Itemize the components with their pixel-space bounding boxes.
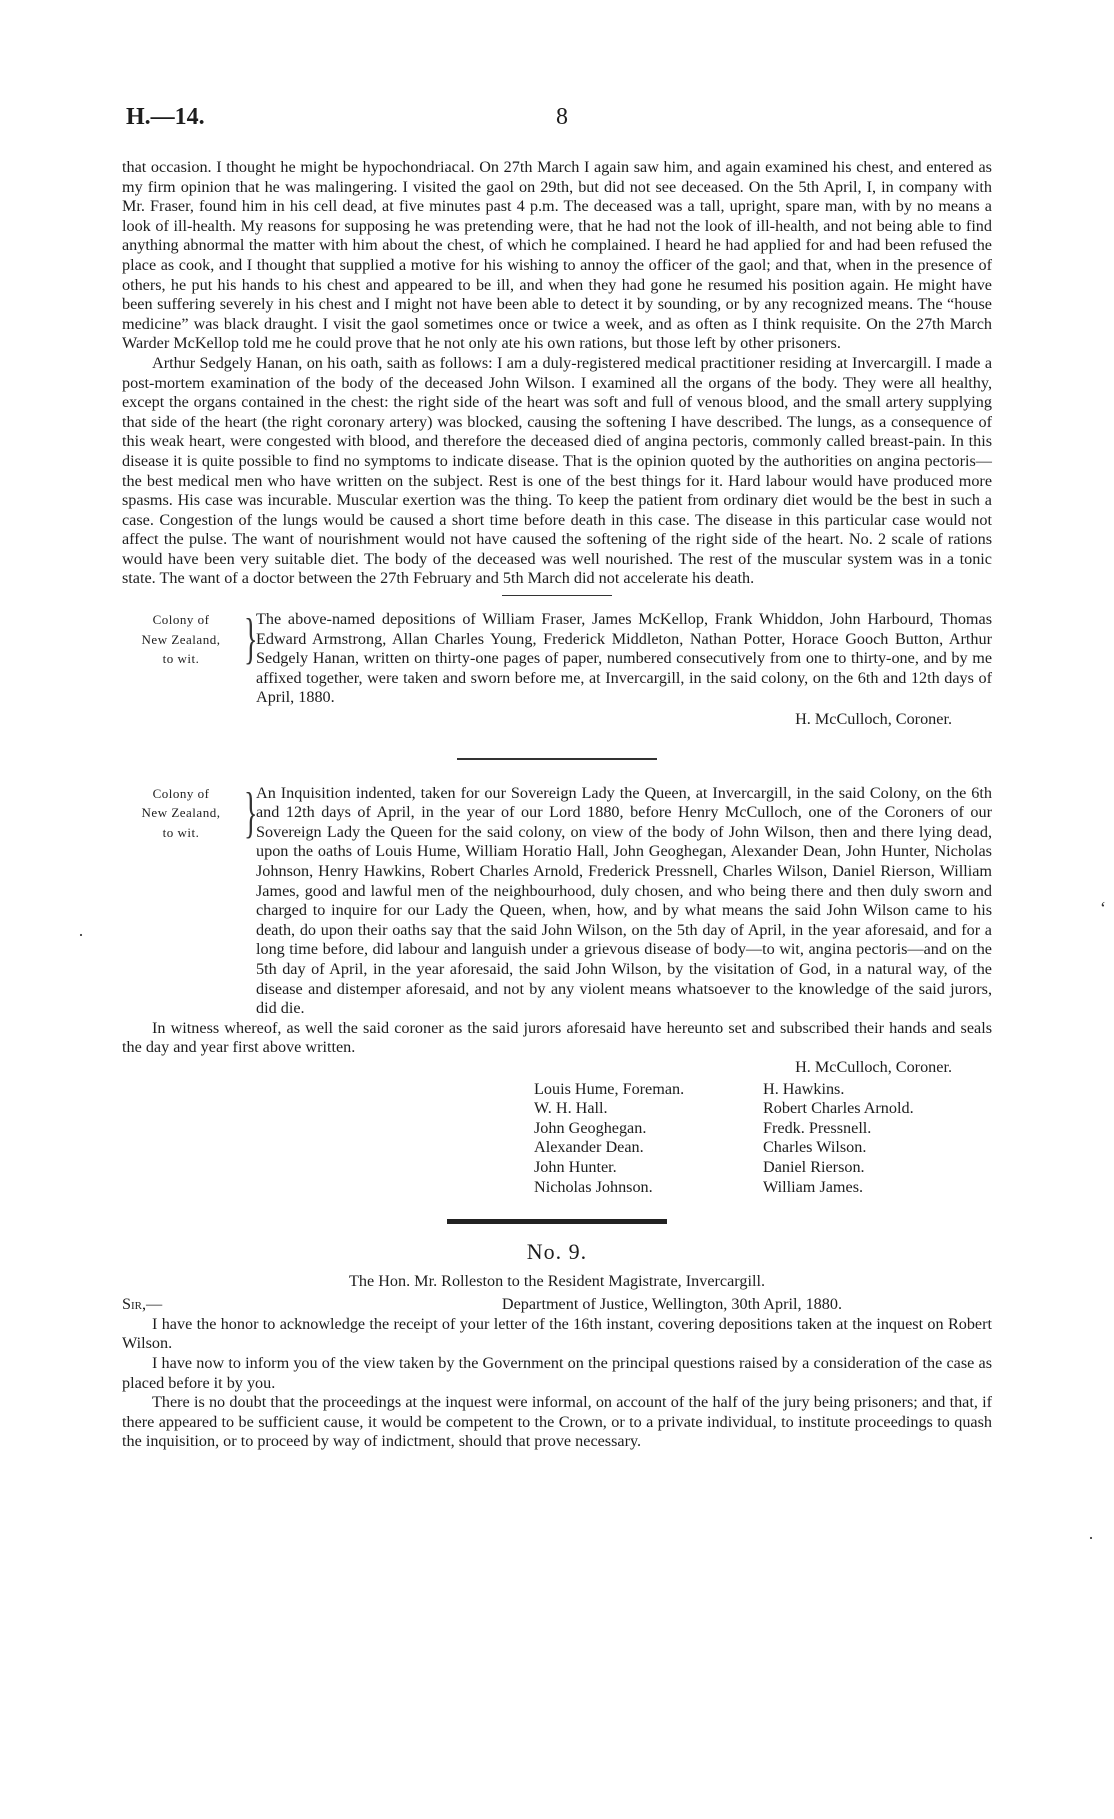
colony-label: Colony of New Zealand, to wit. xyxy=(141,785,221,840)
margin-mark-icon: ‘ xyxy=(1100,898,1106,918)
inquisition-text: An Inquisition indented, taken for our Sovereign Lady the Queen, at Invercargill, in the said Colony, on the 6th and 12th days of April, in the year of our Lord 1880, before Henry McCulloch, one of the Coroners of our Sovereign Lady the Queen for the said colony, on view of the body of John Wilson, then and there lying dead, upon the oaths of Louis Hume, William Horatio Hall, John Geoghegan, Alexander Dean, John Hunter, Nicholas Johnson, Henry Hawkins, Robert Charles Arnold, Frederick Pressnell, Charles Wilson, Daniel Rierson, William James, good and lawful men of the neighbourhood, duly chosen, and who being there and then duly sworn and charged to inquire for our Lady the Queen, when, how, and by what means the said John Wilson came to his death, do upon their oaths say that the said John Wilson, on the 5th day of April, in the year aforesaid, and for a long time before, did labour and languish under a grievous disease of body—to wit, angina pectoris—and on the 5th day of April, in the year aforesaid, the said John Wilson, by the visitation of God, in a natural way, of the disease and distemper aforesaid, and not by any violent means whatsoever to the knowledge of the said jurors, did die. xyxy=(256,783,992,1018)
juror-name: Daniel Rierson. xyxy=(763,1157,865,1176)
letter-subtitle: The Hon. Mr. Rolleston to the Resident Magistrate, Invercargill. xyxy=(349,1271,765,1290)
document-body xyxy=(122,158,992,1452)
coroner-signature: H. McCulloch, Coroner. xyxy=(795,1057,952,1076)
letter-paragraph: There is no doubt that the proceedings at the inquest were informal, on account of the half of the jury being prisoners; and that, if there appeared to be sufficient cause, it would be competent to the Crown, or to a private individual, to institute proceedings to quash the inquisition, or to proceed by way of indictment, should that prove necessary. xyxy=(122,1393,992,1451)
salutation: Sir,— xyxy=(122,1295,163,1314)
juror-name: John Geoghegan. xyxy=(534,1118,647,1137)
deposition-paragraph: that occasion. I thought he might be hypochondriacal. On 27th March I again saw him, and again examined his chest, and entered as my firm opinion that he was malingering. I visited the gaol on 29th, but did not see deceased. On the 5th April, I, in company with Mr. Fraser, found him in his cell dead, at five minutes past 4 p.m. The deceased was a tall, upright, spare man, with by no means a look of ill-health. My reasons for supposing he was pretending were, that he had not the look of ill-health, and not being able to find anything abnormal the matter with him about the chest, of which he complained. I heard he had applied for and had been refused the place as cook, and I thought that supplied a motive for his wishing to annoy the officer of the gaol; and that, when in the presence of others, he put his hands to his chest and appeared to be ill, and when they had gone he resumed his position again. He might have been suffering severely in his chest and I might not have been able to detect it by sounding, or by any recognized means. The “house medicine” was black draught. I visit the gaol sometimes once or twice a week, and as often as I think requisite. On the 27th March Warder McKellop told me he could prove that he not only ate his own rations, but those left by other prisoners. xyxy=(122,158,992,353)
witness-paragraph: In witness whereof, as well the said coroner as the said jurors aforesaid have hereunto set and subscribed their hands and seals the day and year first above written. xyxy=(122,1018,992,1057)
margin-dot-icon: · xyxy=(78,925,84,945)
juror-signatures xyxy=(534,1080,992,1198)
page-header xyxy=(126,104,986,138)
thick-divider xyxy=(447,1219,667,1224)
margin-dot-icon: · xyxy=(1088,1528,1094,1548)
juror-name: Louis Hume, Foreman. xyxy=(534,1079,685,1098)
certificate-signature: H. McCulloch, Coroner. xyxy=(795,710,952,729)
juror-name: Charles Wilson. xyxy=(763,1138,867,1157)
letter-header-row xyxy=(122,1295,992,1315)
hanan-deposition-paragraph: Arthur Sedgely Hanan, on his oath, saith as follows: I am a duly-registered medical practitioner residing at Invercargill. I made a post-mortem examination of the body of the deceased John Wilson. I examined all the organs of the body. They were all healthy, except the organs contained in the chest: the right side of the heart was soft and full of venous blood, and the small artery supplying that side of the heart (the right coronary artery) was blocked, causing the softening I have described. The lungs, as a consequence of this weak heart, were congested with blood, and therefore the deceased died of angina pectoris, commonly called breast-pain. In this disease it is quite possible to find no symptoms to indicate disease. That is the opinion quoted by the authorities on angina pectoris—the best medical men who have written on the subject. Rest is one of the best things for it. Hard labour would have produced more spasms. His case was incurable. Muscular exertion was the thing. To keep the patient from ordinary diet would be the best in such a case. Congestion of the lungs would be caused a short time before death in this case. The disease in this particular case would not affect the pulse. The want of nourishment would not have caused the softening of the right side of the heart. No. 2 scale of rations would have been very suitable diet. The body of the deceased was well nourished. The rest of the muscular system was in a tonic state. The want of a doctor between the 27th February and 5th March did not accelerate his death. xyxy=(122,353,992,588)
section-divider xyxy=(457,758,657,760)
juror-name: Fredk. Pressnell. xyxy=(763,1118,872,1137)
juror-name: William James. xyxy=(763,1177,864,1196)
juror-name: Robert Charles Arnold. xyxy=(763,1099,914,1118)
inquisition-block xyxy=(122,781,992,1019)
certificate-block xyxy=(122,610,992,708)
colony-label: Colony of New Zealand, to wit. xyxy=(141,612,221,667)
juror-name: Alexander Dean. xyxy=(534,1138,644,1157)
dateline: Department of Justice, Wellington, 30th April, 1880. xyxy=(501,1295,842,1314)
juror-name: John Hunter. xyxy=(534,1157,617,1176)
document-reference: H.—14. xyxy=(126,104,205,130)
jurors-right-column xyxy=(763,1080,992,1198)
page-number: 8 xyxy=(556,104,568,130)
letter-paragraph: I have now to inform you of the view taken by the Government on the principal questions raised by a consideration of the case as placed before it by you. xyxy=(122,1354,992,1392)
juror-name: H. Hawkins. xyxy=(763,1079,845,1098)
juror-name: Nicholas Johnson. xyxy=(534,1177,653,1196)
brace-icon: } xyxy=(244,608,258,671)
divider xyxy=(502,595,612,596)
brace-icon: } xyxy=(244,781,258,844)
letter-number: No. 9. xyxy=(526,1239,588,1265)
certificate-text: The above-named depositions of William Fraser, James McKellop, Frank Whiddon, John Harbourd, Thomas Edward Armstrong, Allan Charles Young, Frederick Middleton, Nathan Potter, Horace Gooch Button, Arthur Sedgely Hanan, written on thirty-one pages of paper, numbered consecutively from one to thirty-one, and by me affixed together, were taken and sworn before me, at Invercargill, in the said colony, on the 6th and 12th days of April, 1880. xyxy=(256,610,992,707)
jurors-left-column xyxy=(534,1080,763,1198)
juror-name: W. H. Hall. xyxy=(534,1099,608,1118)
letter-paragraph: I have the honor to acknowledge the receipt of your letter of the 16th instant, covering depositions taken at the inquest on Robert Wilson. xyxy=(122,1314,992,1353)
